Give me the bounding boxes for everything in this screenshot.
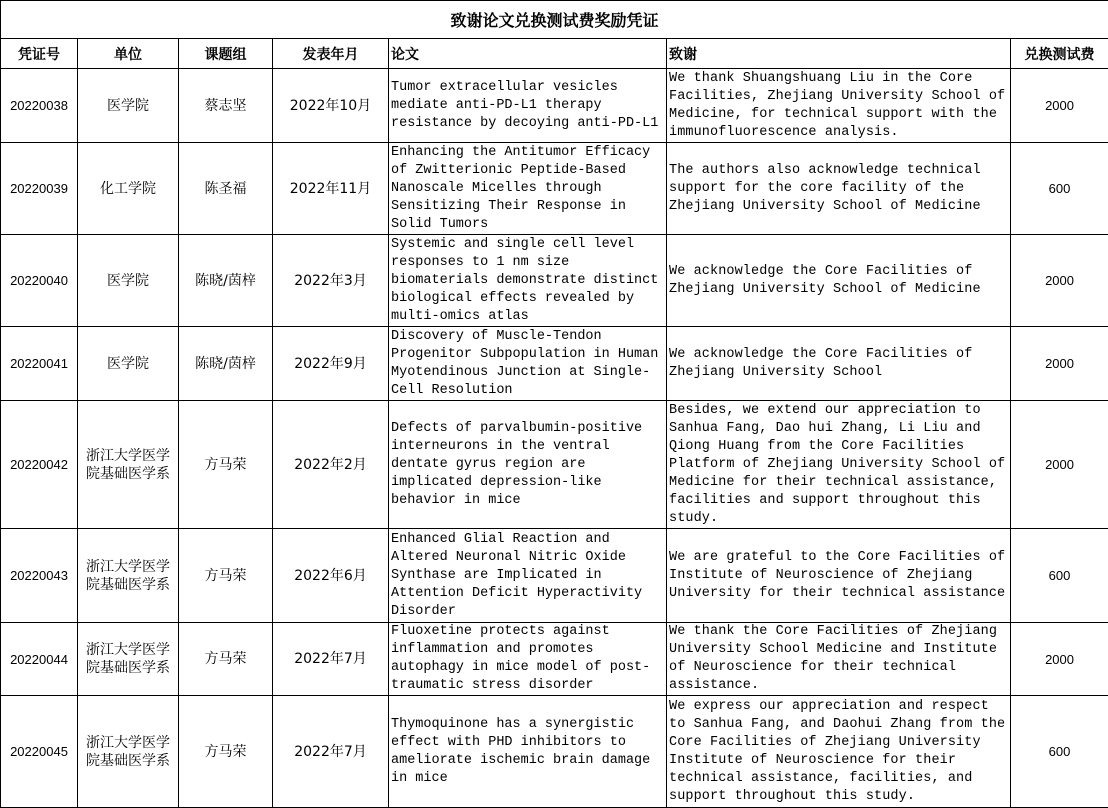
ack-cell[interactable]: The authors also acknowledge technical support for the core facility of the Zhejiang University School of Medicine	[667, 143, 1011, 235]
table-row	[1, 235, 1108, 327]
date-cell[interactable]: 2022年7月	[273, 623, 389, 696]
date-cell[interactable]: 2022年11月	[273, 143, 389, 235]
ack-cell[interactable]: Besides, we extend our appreciation to Sanhua Fang, Dao hui Zhang, Li Liu and Qiong Huang from the Core Facilities Platform of Zhejiang University School of Medicine for their technical assistance, facilities and support throughout this study.	[667, 401, 1011, 529]
header-date[interactable]: 发表年月	[273, 39, 389, 69]
fee-cell[interactable]: 2000	[1011, 327, 1108, 401]
voucher-no-cell[interactable]: 20220039	[1, 143, 78, 235]
sheet-title[interactable]: 致谢论文兑换测试费奖励凭证	[1, 1, 1108, 39]
header-unit[interactable]: 单位	[78, 39, 179, 69]
header-fee[interactable]: 兑换测试费	[1011, 39, 1108, 69]
voucher-no-cell[interactable]: 20220045	[1, 696, 78, 808]
ack-cell[interactable]: We are grateful to the Core Facilities of Institute of Neuroscience of Zhejiang University for their technical assistance	[667, 529, 1011, 623]
date-cell[interactable]: 2022年6月	[273, 529, 389, 623]
unit-cell[interactable]: 医学院	[78, 235, 179, 327]
group-cell[interactable]: 陈圣福	[179, 143, 273, 235]
date-cell[interactable]: 2022年7月	[273, 696, 389, 808]
ack-cell[interactable]: We acknowledge the Core Facilities of Zhejiang University School of Medicine	[667, 235, 1011, 327]
ack-cell[interactable]: We acknowledge the Core Facilities of Zhejiang University School	[667, 327, 1011, 401]
voucher-no-cell[interactable]: 20220038	[1, 69, 78, 143]
fee-cell[interactable]: 600	[1011, 143, 1108, 235]
voucher-no-cell[interactable]: 20220043	[1, 529, 78, 623]
group-cell[interactable]: 陈晓/茵梓	[179, 235, 273, 327]
group-cell[interactable]: 方马荣	[179, 401, 273, 529]
paper-cell[interactable]: Discovery of Muscle-Tendon Progenitor Subpopulation in Human Myotendinous Junction at Single-Cell Resolution	[389, 327, 667, 401]
unit-cell[interactable]: 浙江大学医学院基础医学系	[78, 529, 179, 623]
ack-cell[interactable]: We thank the Core Facilities of Zhejiang University School Medicine and Institute of Neuroscience for their technical assistance.	[667, 623, 1011, 696]
ack-cell[interactable]: We express our appreciation and respect to Sanhua Fang, and Daohui Zhang from the Core Facilities of Zhejiang University Institute of Neuroscience for their technical assistance, facilities, and support throughout this study.	[667, 696, 1011, 808]
paper-cell[interactable]: Enhancing the Antitumor Efficacy of Zwitterionic Peptide-Based Nanoscale Micelles through Sensitizing Their Response in Solid Tumors	[389, 143, 667, 235]
group-cell[interactable]: 方马荣	[179, 529, 273, 623]
table-row	[1, 696, 1108, 808]
table-row	[1, 143, 1108, 235]
group-cell[interactable]: 陈晓/茵梓	[179, 327, 273, 401]
table-row	[1, 623, 1108, 696]
ack-cell[interactable]: We thank Shuangshuang Liu in the Core Facilities, Zhejiang University School of Medicine, for technical support with the immunofluorescence analysis.	[667, 69, 1011, 143]
date-cell[interactable]: 2022年3月	[273, 235, 389, 327]
fee-cell[interactable]: 2000	[1011, 69, 1108, 143]
fee-cell[interactable]: 600	[1011, 696, 1108, 808]
paper-cell[interactable]: Thymoquinone has a synergistic effect with PHD inhibitors to ameliorate ischemic brain damage in mice	[389, 696, 667, 808]
paper-cell[interactable]: Fluoxetine protects against inflammation and promotes autophagy in mice model of post-traumatic stress disorder	[389, 623, 667, 696]
paper-cell[interactable]: Tumor extracellular vesicles mediate anti-PD-L1 therapy resistance by decoying anti-PD-L1	[389, 69, 667, 143]
unit-cell[interactable]: 浙江大学医学院基础医学系	[78, 623, 179, 696]
unit-cell[interactable]: 浙江大学医学院基础医学系	[78, 401, 179, 529]
table-row	[1, 327, 1108, 401]
table-row	[1, 69, 1108, 143]
fee-cell[interactable]: 2000	[1011, 235, 1108, 327]
group-cell[interactable]: 方马荣	[179, 696, 273, 808]
header-voucher-no[interactable]: 凭证号	[1, 39, 78, 69]
group-cell[interactable]: 方马荣	[179, 623, 273, 696]
table-row	[1, 401, 1108, 529]
fee-cell[interactable]: 2000	[1011, 623, 1108, 696]
unit-cell[interactable]: 浙江大学医学院基础医学系	[78, 696, 179, 808]
fee-cell[interactable]: 2000	[1011, 401, 1108, 529]
voucher-no-cell[interactable]: 20220042	[1, 401, 78, 529]
unit-cell[interactable]: 医学院	[78, 327, 179, 401]
unit-cell[interactable]: 化工学院	[78, 143, 179, 235]
header-row	[1, 39, 1108, 69]
header-group[interactable]: 课题组	[179, 39, 273, 69]
paper-cell[interactable]: Defects of parvalbumin-positive interneurons in the ventral dentate gyrus region are implicated depression-like behavior in mice	[389, 401, 667, 529]
unit-cell[interactable]: 医学院	[78, 69, 179, 143]
date-cell[interactable]: 2022年9月	[273, 327, 389, 401]
date-cell[interactable]: 2022年2月	[273, 401, 389, 529]
paper-cell[interactable]: Enhanced Glial Reaction and Altered Neuronal Nitric Oxide Synthase are Implicated in Attention Deficit Hyperactivity Disorder	[389, 529, 667, 623]
fee-cell[interactable]: 600	[1011, 529, 1108, 623]
voucher-no-cell[interactable]: 20220041	[1, 327, 78, 401]
header-ack[interactable]: 致谢	[667, 39, 1011, 69]
group-cell[interactable]: 蔡志坚	[179, 69, 273, 143]
date-cell[interactable]: 2022年10月	[273, 69, 389, 143]
voucher-no-cell[interactable]: 20220040	[1, 235, 78, 327]
voucher-no-cell[interactable]: 20220044	[1, 623, 78, 696]
table-row	[1, 529, 1108, 623]
header-paper[interactable]: 论文	[389, 39, 667, 69]
paper-cell[interactable]: Systemic and single cell level responses to 1 nm size biomaterials demonstrate distinct biological effects revealed by multi-omics atlas	[389, 235, 667, 327]
